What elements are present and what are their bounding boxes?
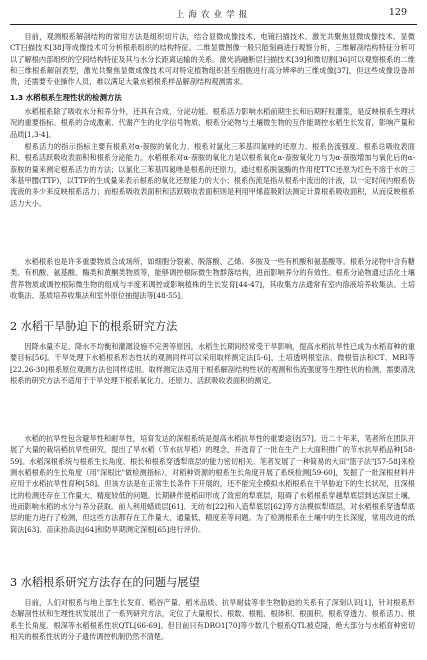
paragraph-root-functions: 水稻根系除了吸收水分和养分外，还具有合成、分泌功能。根系活力影响水稻前期生长和后期籽粒灌浆，是反映根系生理状况的重要指标。根系的合成激素、代谢产生的化学信号物质、根系分泌物与土壤微生物的互作能调控水稻生长发育，影响产量和品质[1,3-4]。 xyxy=(10,107,415,139)
subsection-heading-1-3: 1.3 水稻根系生理性状的检测方法 xyxy=(10,93,122,102)
paragraph-drought-resistance: 水稻的抗旱性包含避旱性和耐旱性，培育发达的深根系统是提高水稻抗旱性的重要途径[57]。近二十年来，笔者所在团队开展了大量的栽培稻抗旱性研究，提出了旱水稻（节水抗旱稻）的理念，并选育了一批在生产上大面积推广的节水抗旱稻品种[58-59]。水稻深根系统与根系生长角度、根长和根系穿透犁底层的能力密切相关。笔者发展了一种简易的大田"篮子法"[57-58]来检测水稻根系的生长角度（用"深根比"做检测指标），对稻种资源的根系生长角度开展了系统检测[59-60]，发掘了一批深根材料并应用于水稻抗旱性育种[58]。但该方法是在正常生长条件下开展的，还不能完全模拟水稻根系在干旱胁迫下的生长状况，且深根比的检测还存在工作量大、精度较低的问题。长期耕作使稻田形成了致密的犁底层，阻碍了水稻根系穿越犁底层到达深层土壤，进而影响水稻的水分与养分获取。前人利用蜡质层[61]、无纺布[22]和人造犁底层[62]等方法模拟犁底层，对水稻根系穿透犁底层的能力进行了检测，但这些方法都存在工作量大、通量低、精度差等问题。为了检测根系在土壤中的生长深度，常用改进的纸筒法[63]、苗床抬高法[64]和防旱期测定深根[65]进行评价。 xyxy=(10,434,415,534)
header-rule xyxy=(10,24,417,25)
paragraph-anatomy-methods: 目前，观测根系解剖结构的常用方法是组织切片法，结合显微成像技术、电镜扫描技术、激光共聚焦显微成像技术、显微CT扫描技术[38]等成像技术可分析根系组织的结构特征。二维显微图像一般只能刻画进行观察分析，三维解剖结构特征分析可以了解根内部组织的空间结构特征及其与水分长距离运输的关系。激光消融断层扫描技术[39]和微切割[36]可以观察根系的二维和三维根系解剖表型，激光共聚焦显微成像技术可对特定植物组织甚至细胞进行高分辨率的三维成像[37]，但这些成像设备昂贵，还需要专业操作人员，难以满足大量水稻根系样品解剖结构观测需求。 xyxy=(10,32,415,87)
running-header xyxy=(0,5,427,25)
section-heading-3: 3 水稻根系研究方法存在的问题与展望 xyxy=(10,576,200,589)
paragraph-root-exudates: 水稻根系也是许多重要物质合成场所，如细胞分裂素、脱落酸、乙烯、多胺及一些有机酸和氨基酸等。根系分泌物中含有糖类、有机酸、氨基酸、酶类和黄酮类物质等，能够调控根际微生物群落结构，进而影响养分的有效性。根系分泌物通过活化土壤营养物质或调控根际微生物的组成与丰度来调控或影响植株的生长发育[44-47]，其收集方法通常有室内溶液培养收集法、土培收集法、基质培养收集法和室外原位抽提法等[48-55]。 xyxy=(10,257,415,301)
page-number: 129 xyxy=(388,7,407,18)
paragraph-problems-outlook: 目前，人们对根系与地上部生长发育、稻谷产量、稻米品质、抗旱耐盐等非生物胁迫的关系有了深刻认识[1]，针对根系形态解剖性状和生理性状发展出了一系列研究方法，定位了大量根长、根数、根粗、根体积、根面积、根系穿透力、根系活力、根系生长角度、根深等水稻根系性状QTL[66-69]。但目前只有DRO1[70]等少数几个根系QTL被克隆，绝大部分与水稻育种密切相关的根系性状的分子遗传调控机制仍然不清楚。 xyxy=(10,598,415,642)
journal-name: 上海农业学报 xyxy=(175,10,252,20)
paragraph-root-activity: 根系活力的指示指标主要有根系对α-萘胺的氧化力、根系对氯化三苯基四氮唑的还原力、根系伤流强度、根系总吸收表面积、根系活跃吸收表面积和根系分泌能力。水稻根系对α-萘胺的氧化力是以根系氧化α-萘胺氧化力与为α-萘胺增加与氧化后的α-萘胺的量来测定根系活力的方法；以氯化三苯基四氮唑是根系的还原力，通过根系脱氢酶的作用使TTC还原为红色不溶于水的三苯基甲䐶(TTF)，以TTF的生成量来表示根系的氧化还原能力的大小；根系伤流是指从根系中流出的汁液，以一定时间内根系伤流液的多少来反映根系活力；而根系吸收表面积和活跃吸收表面积则是利用甲烯蓝吸附法测定计算根系吸收面积，从而反映根系活力大小。 xyxy=(10,142,415,208)
section-heading-2: 2 水稻干旱胁迫下的根系研究方法 xyxy=(10,320,178,333)
paragraph-drought-methods: 因降水量不足、降水不均衡和灌溉设施不完善等原因，水稻生长期间经常受干旱影响，提高水稻抗旱性已成为水稻育种的重要目标[56]。干旱处理下水稻根系形态性状的观测同样可以采用取样测定法[5-6]，土培透明根室法、微根管法和CT、MRI等[22,26-30]根系原位观测方法也同样适用。取样测定法适用于根系解剖结构性状的观测和伤流强度等生理性状的检测，需要清洗根系的研究方法不适用于干旱处理下根系氧化力、还原力、活跃吸收表面积的测定。 xyxy=(10,342,415,386)
